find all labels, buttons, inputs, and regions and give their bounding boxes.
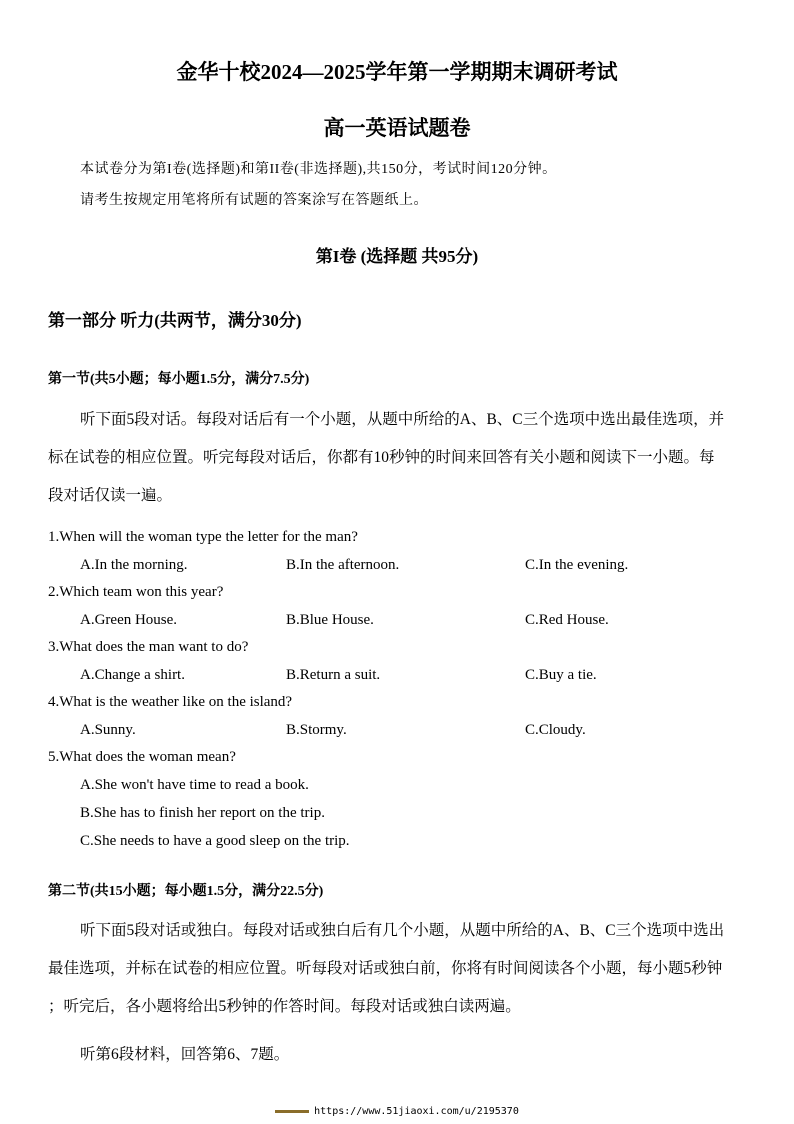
instruction-line: 最佳选项，并标在试卷的相应位置。听每段对话或独白前，你将有时间阅读各个小题，每小题5秒钟: [48, 960, 723, 977]
option-c: C.In the evening.: [525, 557, 629, 573]
section-instructions: [48, 401, 748, 515]
question-stem: 3.What does the man want to do?: [48, 639, 249, 655]
material-heading: 听第6段材料，回答第6、7题。: [80, 1046, 290, 1063]
option-b: B.Return a suit.: [286, 667, 381, 683]
question-stem: 1.When will the woman type the letter for the man?: [48, 529, 358, 545]
option-a: A.She won't have time to read a book.: [80, 777, 309, 793]
section-heading: 第二节(共15小题；每小题1.5分，满分22.5分): [48, 884, 324, 899]
question-stem: 5.What does the woman mean?: [48, 749, 236, 765]
option-a: A.In the morning.: [80, 557, 188, 573]
part-heading: 第一部分 听力(共两节，满分30分): [48, 311, 302, 330]
option-c: C.She needs to have a good sleep on the trip.: [80, 833, 350, 849]
question-stem: 2.Which team won this year?: [48, 584, 224, 600]
option-a: A.Sunny.: [80, 722, 136, 738]
option-b: B.Blue House.: [286, 612, 374, 628]
paper-title: 高一英语试题卷: [323, 116, 471, 140]
section-heading: 第一节(共5小题；每小题1.5分，满分7.5分): [48, 372, 310, 387]
question-stem: 4.What is the weather like on the island?: [48, 694, 293, 710]
option-b: B.In the afternoon.: [286, 557, 400, 573]
instruction-line: 听下面5段对话或独白。每段对话或独白后有几个小题，从题中所给的A、B、C三个选项中选出: [80, 922, 725, 939]
instruction-line: 听下面5段对话。每段对话后有一个小题，从题中所给的A、B、C三个选项中选出最佳选项，并: [80, 411, 725, 428]
volume-title: 第I卷 (选择题 共95分): [315, 247, 479, 266]
exam-title: 金华十校2024—2025学年第一学期期末调研考试: [176, 60, 618, 84]
footer-url[interactable]: https://www.51jiaoxi.com/u/2195370: [314, 1106, 519, 1117]
option-c: C.Red House.: [525, 612, 609, 628]
instruction-line: 段对话仅读一遍。: [48, 487, 173, 504]
intro-line: 本试卷分为第I卷(选择题)和第II卷(非选择题),共150分，考试时间120分钟。: [80, 162, 557, 177]
watermark-logo: [275, 1110, 309, 1113]
instruction-line: ；听完后，各小题将给出5秒钟的作答时间。每段对话或独白读两遍。: [48, 998, 521, 1015]
option-a: A.Change a shirt.: [80, 667, 185, 683]
page-footer: [0, 1106, 794, 1117]
option-c: C.Buy a tie.: [525, 667, 597, 683]
option-c: C.Cloudy.: [525, 722, 586, 738]
instruction-line: 标在试卷的相应位置。听完每段对话后，你都有10秒钟的时间来回答有关小题和阅读下一小题。每: [48, 449, 715, 466]
option-a: A.Green House.: [80, 612, 178, 628]
intro-line: 请考生按规定用笔将所有试题的答案涂写在答题纸上。: [80, 193, 428, 208]
option-b: B.Stormy.: [286, 722, 347, 738]
option-b: B.She has to finish her report on the trip.: [80, 805, 325, 821]
section-instructions: [48, 912, 748, 1026]
